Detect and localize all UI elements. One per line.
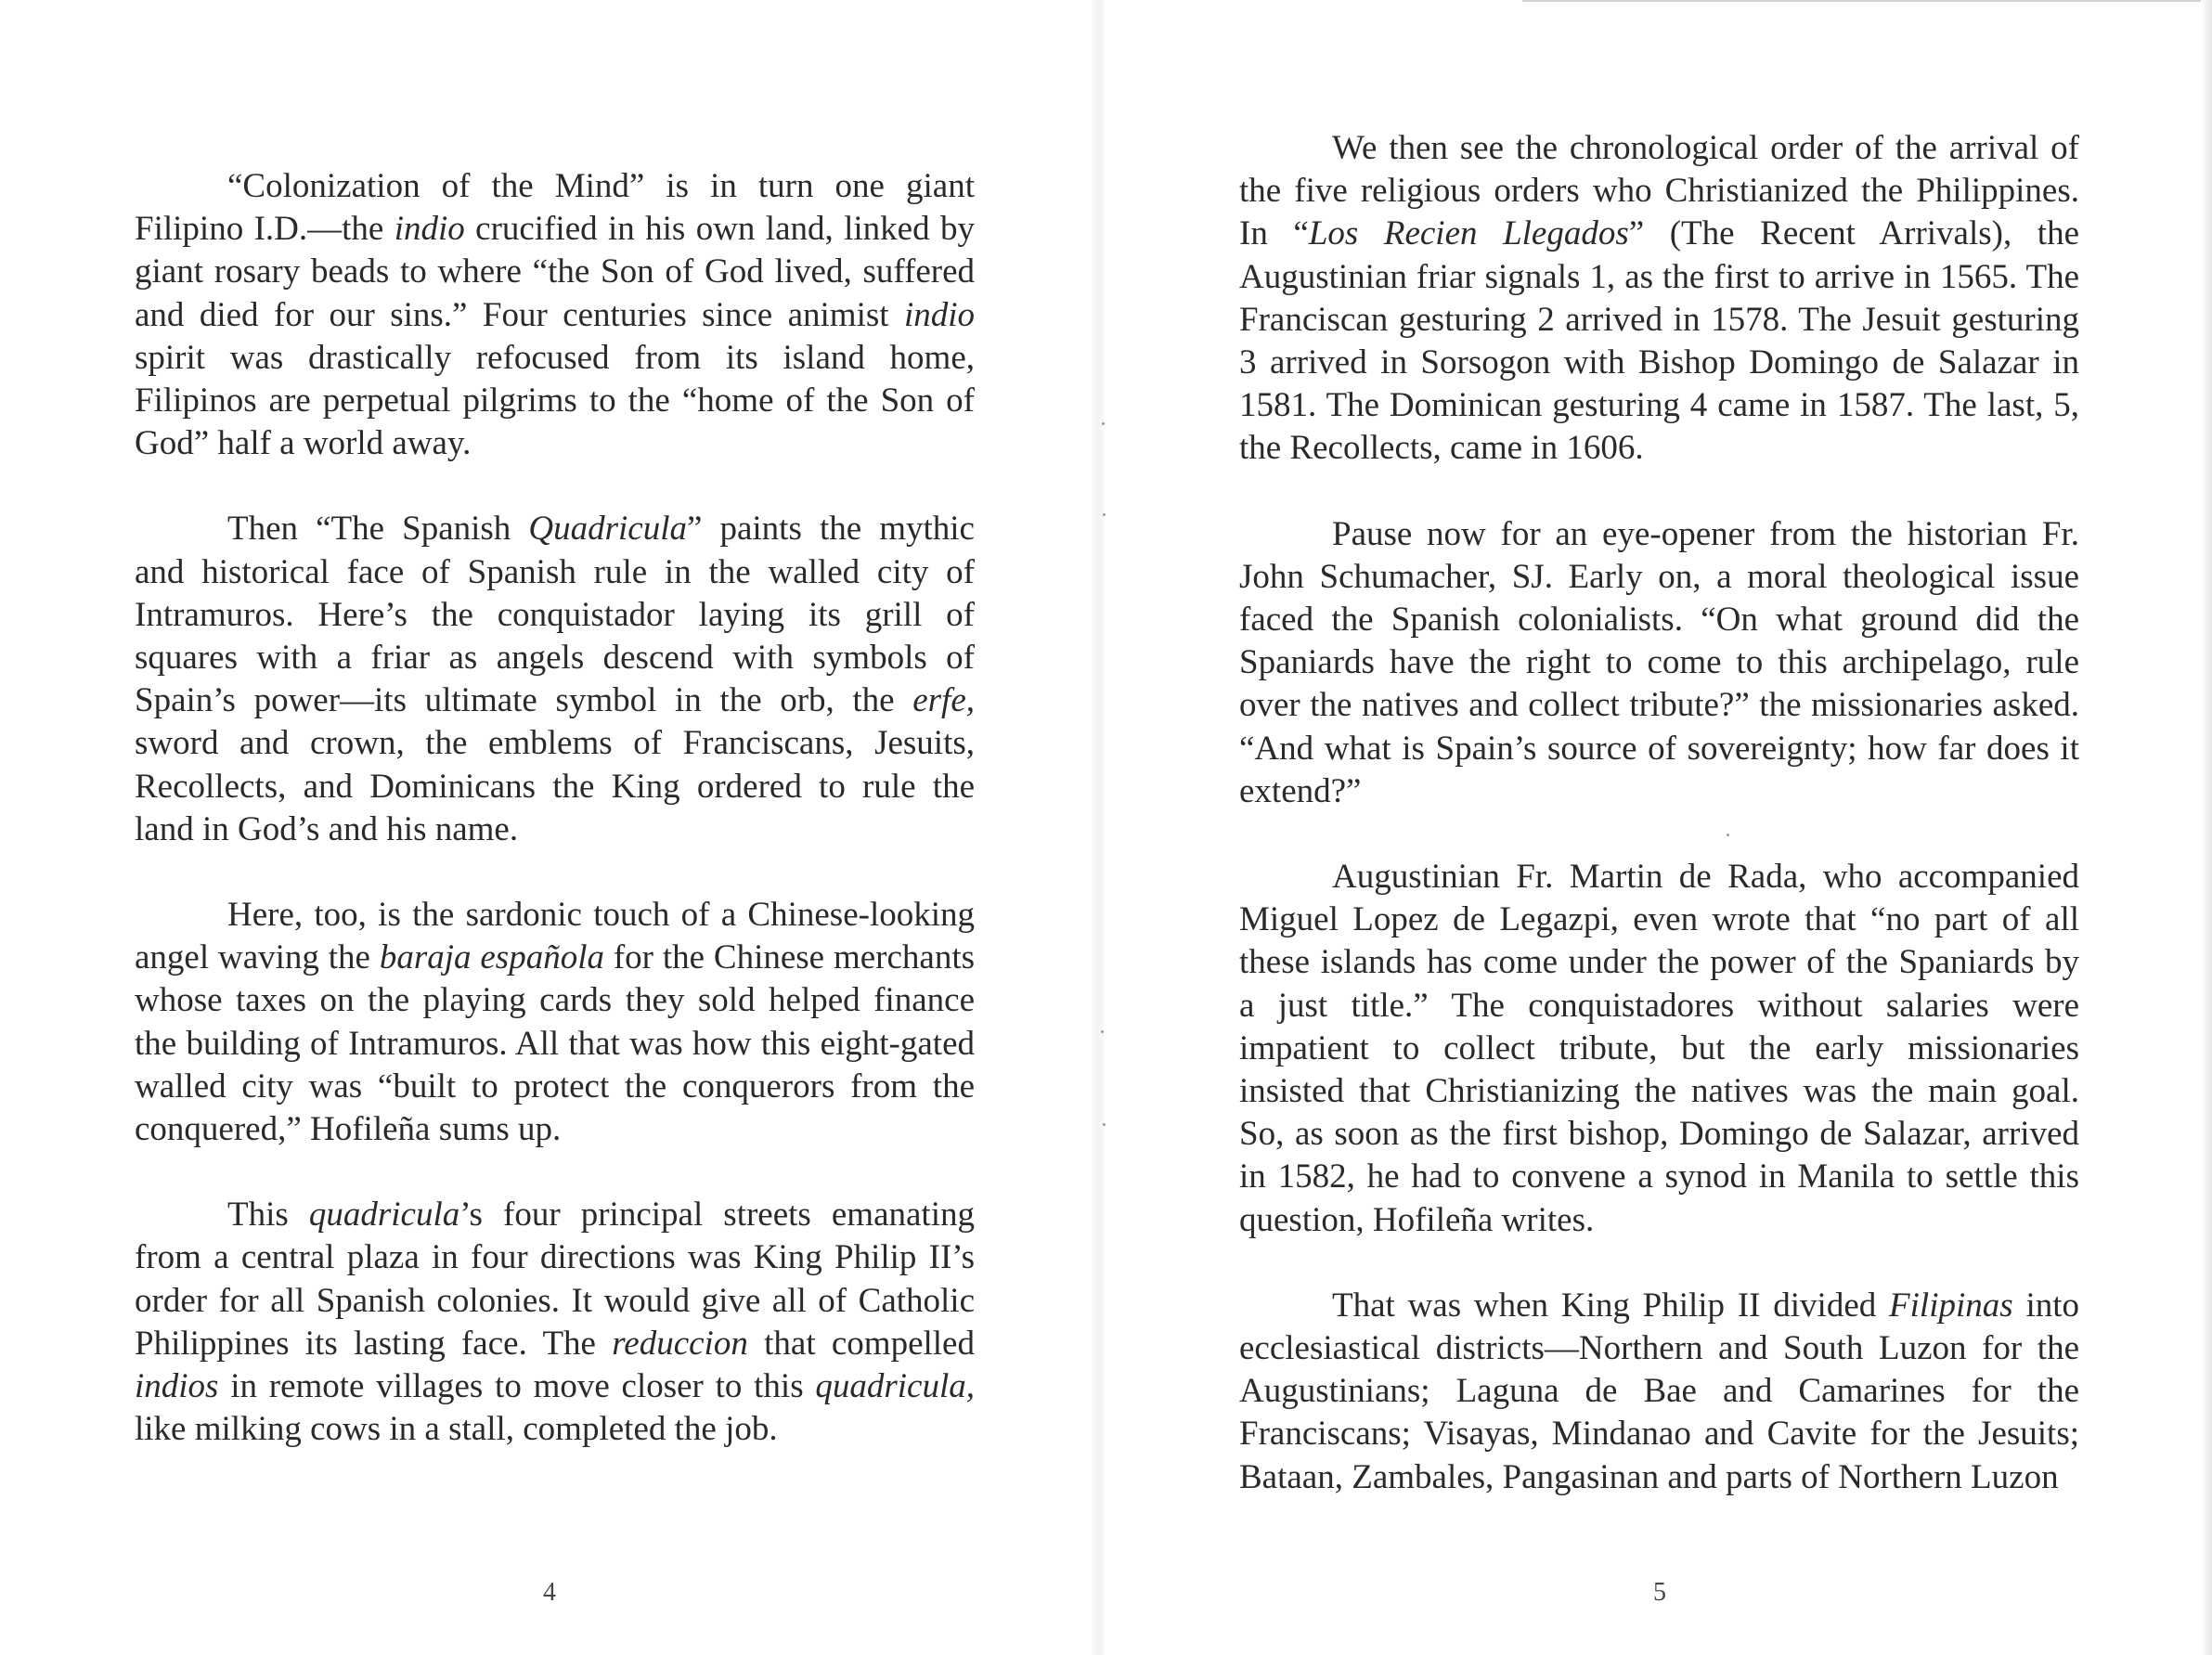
text-run: ” paints the mythic and historical face of Spanish rule in the walled city of Intramuros. Here’s the conquistador laying its grill of squares with a friar as angels descend with symbols of Spain’s power—its ultimate symbol in the orb, the xyxy=(135,510,975,720)
text-run: crucified in his own land, linked by giant rosary beads to where “the Son of God lived, suffered and died for our sins.” Four centuries since animist xyxy=(135,210,975,334)
scan-speck xyxy=(1102,422,1105,425)
paragraph xyxy=(135,1194,975,1451)
text-run: “Colonization of the Mind” is in turn one giant Filipino I.D.—the xyxy=(135,167,975,249)
text-run: ’s four principal streets emanating from a central plaza in four directions was King Philip II’s order for all Spanish colonies. It would give all of Catholic Philippines its lasting face. The xyxy=(135,1196,975,1363)
left-page xyxy=(0,0,1086,1655)
page-number: 5 xyxy=(1653,1578,1666,1607)
scan-speck xyxy=(1727,834,1729,836)
text-run: spirit was drastically refocused from its island home, Filipinos are perpetual pilgrims to the “home of the Son of God” half a world away. xyxy=(135,338,975,463)
text-run: Here, too, is the sardonic touch of a Chinese-looking angel waving the xyxy=(135,896,975,977)
text-run: Augustinian Fr. Martin de Rada, who accompanied Miguel Lopez de Legazpi, even wrote that “no part of all these islands has come under the power of the Spaniards by a just title.” The conquistadores without salaries were impatient to collect tribute, but the early missionaries insisted that Christianizing the natives was the main goal. So, as soon as the first bishop, Domingo de Salazar, arrived in 1582, he had to convene a synod in Manila to settle this question, Hofileña writes. xyxy=(1239,858,2079,1239)
italic-run: indio xyxy=(394,210,465,249)
text-run: like milking cows in a stall, completed the job. xyxy=(135,1410,778,1449)
text-run: That was when King Philip II divided xyxy=(1332,1286,1890,1325)
italic-run: Quadricula xyxy=(528,510,687,549)
right-page-body xyxy=(1239,127,2079,1499)
paragraph xyxy=(1239,856,2079,1242)
paragraph xyxy=(135,508,975,851)
text-run: This xyxy=(227,1196,309,1235)
text-run: We then see the chronological order of the arrival of the five religious orders who Christianized the Philippines. In “ xyxy=(1239,129,2079,253)
scan-speck xyxy=(1103,513,1106,516)
italic-run: reduccion xyxy=(612,1324,748,1363)
paragraph xyxy=(135,894,975,1151)
italic-run: indio xyxy=(903,295,975,334)
page-number: 4 xyxy=(543,1578,556,1607)
text-run: ” (The Recent Arrivals), the Augustinian friar signals 1, as the first to arrive in 1565. The Franciscan gesturing 2 arrived in 1578. The Jesuit gesturing 3 arrived in Sorsogon with Bishop Domingo de Salazar in 1581. The Dominican gesturing 4 came in 1587. The last, 5, the Recollects, came in 1606. xyxy=(1239,214,2079,468)
text-run: Then “The Spanish xyxy=(227,510,529,549)
italic-run: quadricula, xyxy=(815,1367,975,1406)
paragraph xyxy=(135,165,975,465)
italic-run: Filipinas xyxy=(1889,1286,2013,1325)
italic-run: Los Recien Llegados xyxy=(1308,214,1629,253)
italic-run: baraja española xyxy=(379,938,604,977)
book-gutter xyxy=(1092,0,1105,1655)
text-run: Pause now for an eye-opener from the historian Fr. John Schumacher, SJ. Early on, a moral theological issue faced the Spanish colonialists. “On what ground did the Spaniards have the right to come to this archipelago, rule over the natives and collect tribute?” the missionaries asked. “And what is Spain’s source of sovereignty; how far does it extend?” xyxy=(1239,514,2079,810)
right-page xyxy=(1109,0,2212,1655)
italic-run: quadricula xyxy=(308,1196,460,1235)
left-page-body xyxy=(135,165,975,1451)
paragraph xyxy=(1239,513,2079,813)
paragraph xyxy=(1239,1285,2079,1499)
italic-run: erfe, xyxy=(912,681,975,720)
text-run: in remote villages to move closer to this xyxy=(218,1367,816,1406)
text-run: for the Chinese merchants whose taxes on the playing cards they sold helped finance the building of Intramuros. All that was how this eight-gated walled city was “built to protect the conquerors from the conquered,” Hofileña sums up. xyxy=(135,938,975,1149)
paragraph xyxy=(1239,127,2079,471)
text-run: into ecclesiastical districts—Northern and South Luzon for the Augustinians; Laguna de Bae and Camarines for the Franciscans; Visayas, Mindanao and Cavite for the Jesuits; Bataan, Zambales, Pangasinan and parts of Northern Luzon xyxy=(1239,1286,2080,1496)
text-run: sword and crown, the emblems of Franciscans, Jesuits, Recollects, and Dominicans the King ordered to rule the land in God’s and his name. xyxy=(135,724,975,848)
scan-speck xyxy=(1101,1030,1104,1033)
text-run: that compelled xyxy=(747,1324,975,1363)
scan-speck xyxy=(1103,1123,1106,1126)
italic-run: indios xyxy=(135,1367,219,1406)
